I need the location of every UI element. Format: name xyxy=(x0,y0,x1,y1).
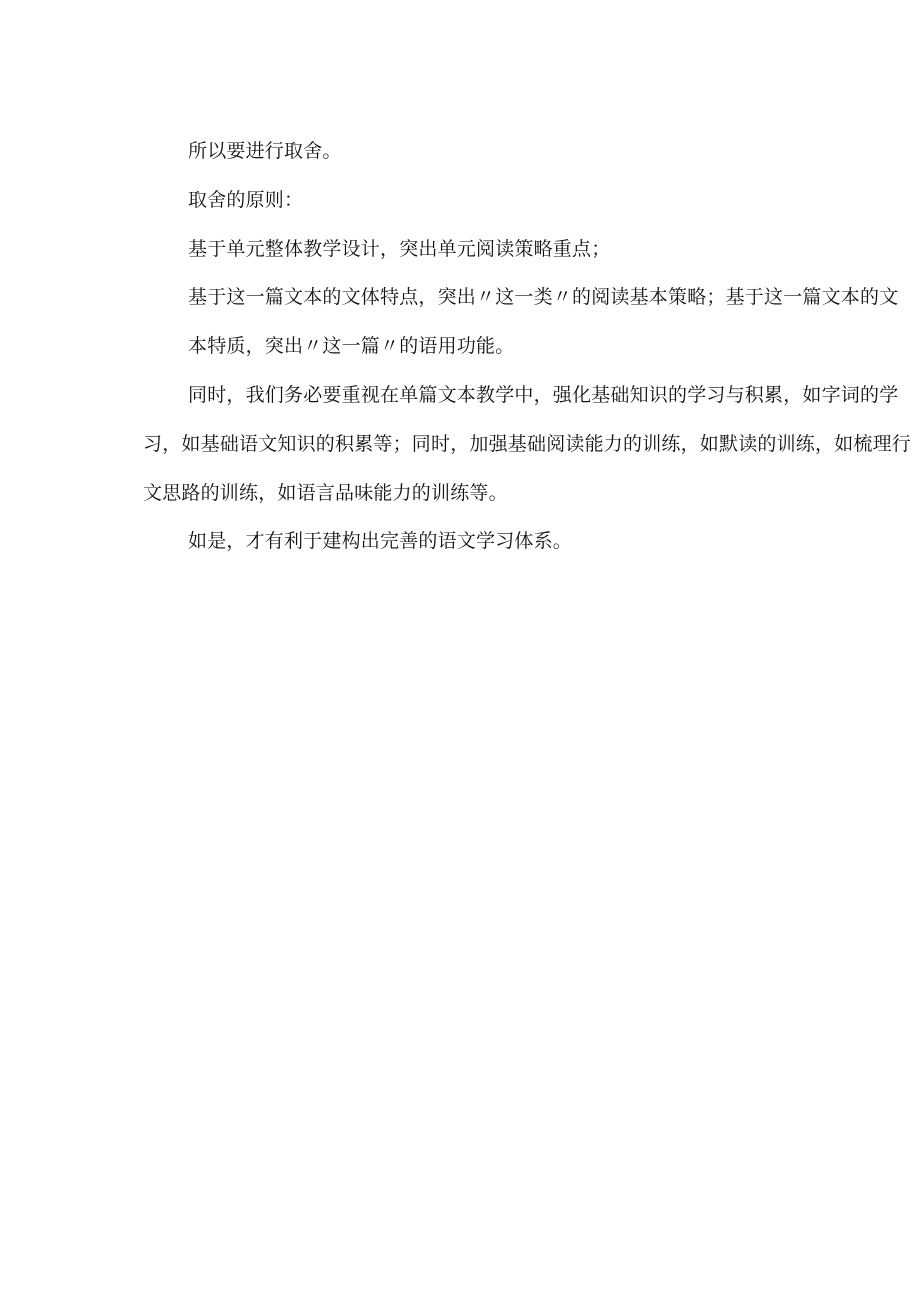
text-line: 文思路的训练，如语言品味能力的训练等。 xyxy=(143,482,508,504)
paragraph-3 xyxy=(143,226,910,275)
paragraph-6 xyxy=(143,518,910,567)
text-line: 基于这一篇文本的文体特点，突出〃这一类〃的阅读基本策略；基于这一篇文本的文 xyxy=(188,287,899,309)
text-line: 如是，才有利于建构出完善的语文学习体系。 xyxy=(188,531,573,553)
paragraph-2 xyxy=(143,177,910,226)
paragraph-1 xyxy=(143,128,910,177)
text-line: 所以要进行取舍。 xyxy=(188,141,342,162)
text-line: 基于单元整体教学设计，突出单元阅读策略重点； xyxy=(188,238,611,260)
paragraph-5 xyxy=(143,372,910,518)
text-line: 习，如基础语文知识的积累等；同时，加强基础阅读能力的训练，如默读的训练，如梳理行 xyxy=(143,433,912,455)
text-line: 同时，我们务必要重视在单篇文本教学中，强化基础知识的学习与积累，如字词的学 xyxy=(188,384,899,406)
text-line: 取舍的原则： xyxy=(188,189,304,211)
text-line: 本特质，突出〃这一篇〃的语用功能。 xyxy=(188,336,515,358)
paragraph-4 xyxy=(143,274,910,372)
